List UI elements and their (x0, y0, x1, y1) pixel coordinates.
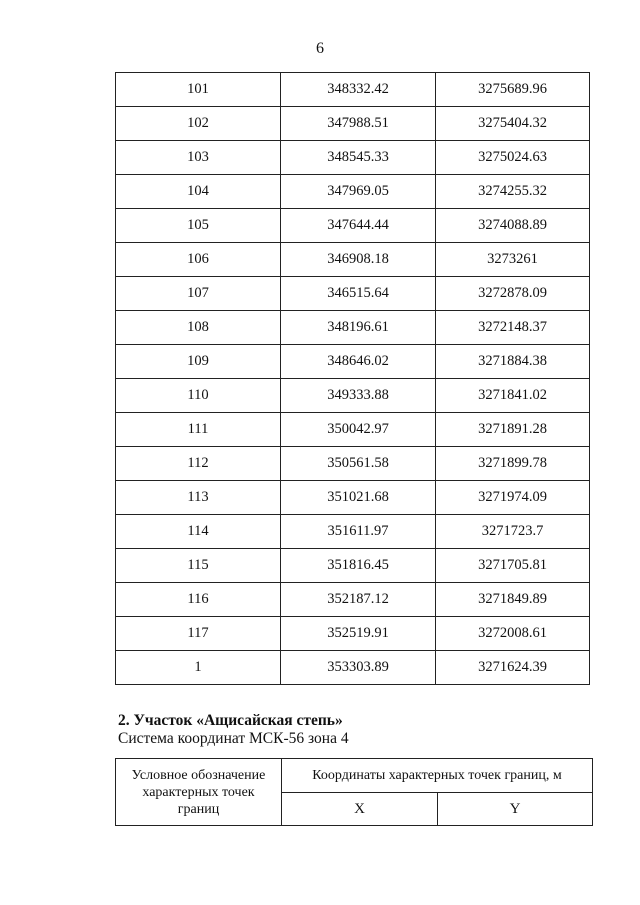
point-number-cell: 104 (116, 175, 281, 209)
point-number-cell: 101 (116, 73, 281, 107)
x-coordinate-cell: 351611.97 (281, 515, 436, 549)
x-coordinate-cell: 348196.61 (281, 311, 436, 345)
point-number-cell: 107 (116, 277, 281, 311)
page-number: 6 (316, 40, 324, 57)
coordinates-table-body (116, 73, 590, 685)
y-coordinate-cell: 3275689.96 (436, 73, 590, 107)
point-number-cell: 115 (116, 549, 281, 583)
point-number-cell: 117 (116, 617, 281, 651)
x-coordinate-cell: 348545.33 (281, 141, 436, 175)
point-number-cell: 113 (116, 481, 281, 515)
x-coordinate-cell: 349333.88 (281, 379, 436, 413)
x-coordinate-cell: 353303.89 (281, 651, 436, 685)
x-coordinate-cell: 346515.64 (281, 277, 436, 311)
point-number-cell: 111 (116, 413, 281, 447)
y-coordinate-cell: 3271624.39 (436, 651, 590, 685)
point-number-cell: 103 (116, 141, 281, 175)
table-row (116, 277, 590, 311)
point-number-cell: 105 (116, 209, 281, 243)
y-coordinate-cell: 3271974.09 (436, 481, 590, 515)
table-row (116, 583, 590, 617)
y-coordinate-cell: 3271705.81 (436, 549, 590, 583)
y-coordinate-cell: 3272008.61 (436, 617, 590, 651)
y-column-header: Y (438, 793, 593, 826)
table-row (116, 209, 590, 243)
section-title: 2. Участок «Ащисайская степь» (118, 712, 343, 729)
point-number-cell: 108 (116, 311, 281, 345)
coordinates-header: Координаты характерных точек границ, м (282, 759, 593, 793)
point-number-cell: 112 (116, 447, 281, 481)
table-row (116, 311, 590, 345)
y-coordinate-cell: 3271891.28 (436, 413, 590, 447)
table-row (116, 447, 590, 481)
point-number-cell: 110 (116, 379, 281, 413)
table-row (116, 141, 590, 175)
y-coordinate-cell: 3272148.37 (436, 311, 590, 345)
y-coordinate-cell: 3271723.7 (436, 515, 590, 549)
table-row (116, 345, 590, 379)
table-row (116, 549, 590, 583)
y-coordinate-cell: 3274088.89 (436, 209, 590, 243)
x-column-header: X (282, 793, 438, 826)
table-row (116, 481, 590, 515)
point-designation-header: Условное обозначение характерных точек границ (116, 759, 282, 826)
y-coordinate-cell: 3273261 (436, 243, 590, 277)
x-coordinate-cell: 346908.18 (281, 243, 436, 277)
point-number-cell: 109 (116, 345, 281, 379)
x-coordinate-cell: 347988.51 (281, 107, 436, 141)
point-number-cell: 102 (116, 107, 281, 141)
y-coordinate-cell: 3272878.09 (436, 277, 590, 311)
table-row (116, 243, 590, 277)
y-coordinate-cell: 3271841.02 (436, 379, 590, 413)
x-coordinate-cell: 350561.58 (281, 447, 436, 481)
x-coordinate-cell: 352187.12 (281, 583, 436, 617)
table-row (116, 107, 590, 141)
table-row (116, 73, 590, 107)
table-row (116, 175, 590, 209)
point-number-cell: 116 (116, 583, 281, 617)
coordinate-system-label: Система координат МСК-56 зона 4 (118, 730, 349, 747)
table-row (116, 651, 590, 685)
x-coordinate-cell: 350042.97 (281, 413, 436, 447)
table-row (116, 617, 590, 651)
boundary-points-header-table (115, 758, 593, 826)
point-number-cell: 1 (116, 651, 281, 685)
x-coordinate-cell: 351816.45 (281, 549, 436, 583)
x-coordinate-cell: 348332.42 (281, 73, 436, 107)
y-coordinate-cell: 3275404.32 (436, 107, 590, 141)
point-number-cell: 106 (116, 243, 281, 277)
x-coordinate-cell: 348646.02 (281, 345, 436, 379)
table-row (116, 413, 590, 447)
coordinates-table (115, 72, 590, 685)
point-number-cell: 114 (116, 515, 281, 549)
y-coordinate-cell: 3275024.63 (436, 141, 590, 175)
x-coordinate-cell: 351021.68 (281, 481, 436, 515)
table-row (116, 379, 590, 413)
y-coordinate-cell: 3271884.38 (436, 345, 590, 379)
table-row (116, 515, 590, 549)
x-coordinate-cell: 352519.91 (281, 617, 436, 651)
y-coordinate-cell: 3271849.89 (436, 583, 590, 617)
y-coordinate-cell: 3271899.78 (436, 447, 590, 481)
x-coordinate-cell: 347644.44 (281, 209, 436, 243)
x-coordinate-cell: 347969.05 (281, 175, 436, 209)
y-coordinate-cell: 3274255.32 (436, 175, 590, 209)
